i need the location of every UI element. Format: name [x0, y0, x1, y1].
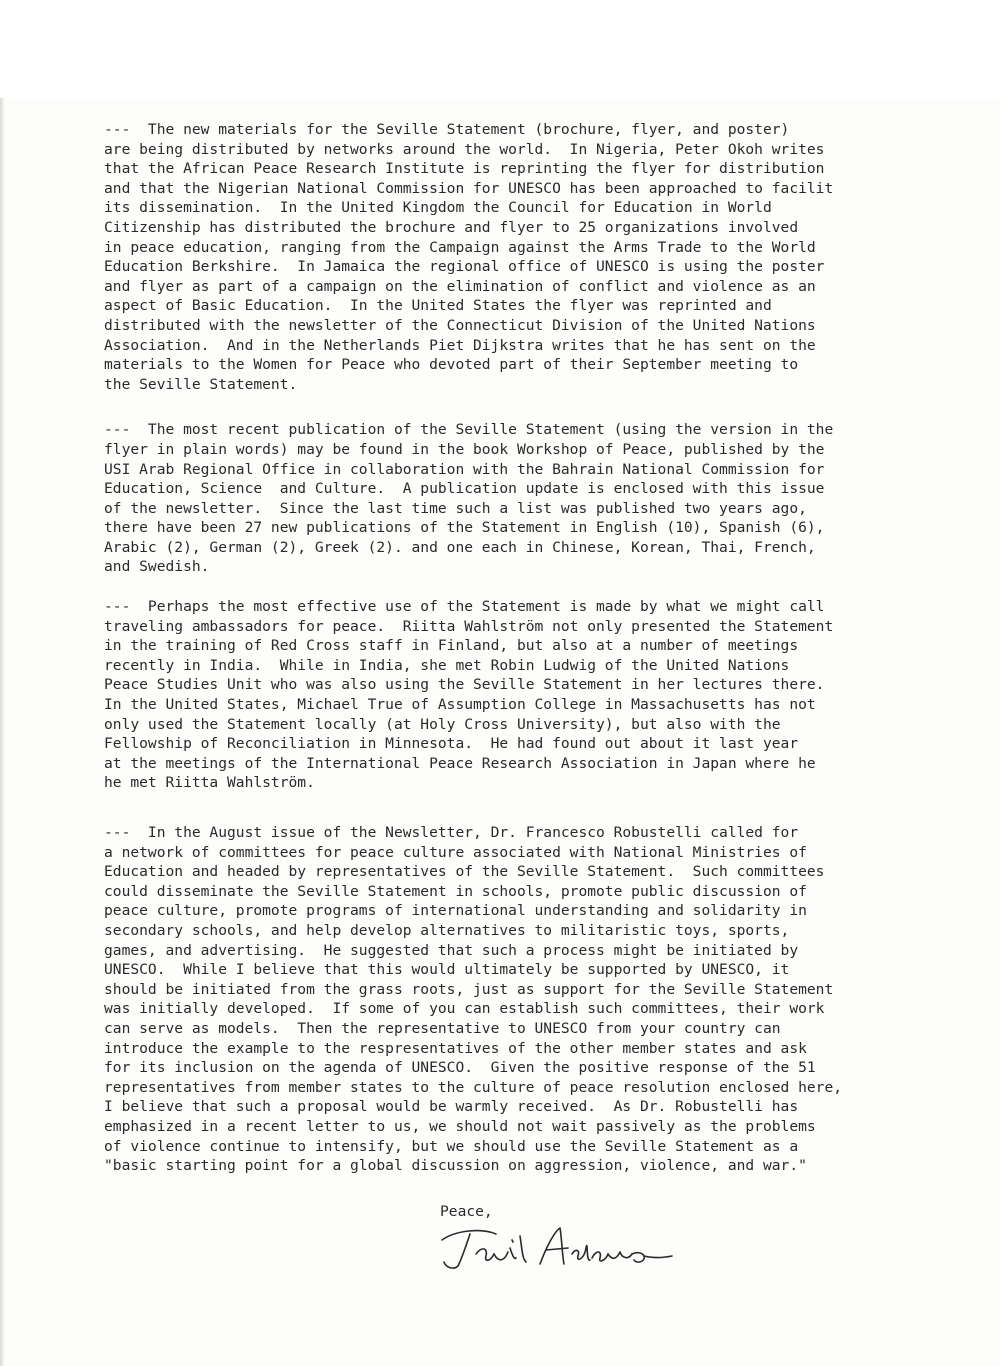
paragraph-recent-publication: --- The most recent publication of the Seville Statement (using the version in the flyer in plain words) may be found in the book Workshop of Peace, published by the USI Arab Regional Office in collaboration with the Bahrain National Commission for Education, Science and Culture. A publication update is enclosed with this issue of the newsletter. Since the last time such a list was published two years ago, there have been 27 new publications of the Statement in English (10), Spanish (6), Arabic (2), German (2), Greek (2). and one each in Chinese, Korean, Thai, French, and Swedish.: [104, 421, 834, 576]
closing-salutation: Peace,: [440, 1203, 493, 1220]
scan-left-edge-shadow: [0, 98, 5, 1366]
paragraph-spacer: [104, 577, 944, 597]
scan-top-margin: [0, 0, 1000, 98]
paragraph-spacer: [104, 793, 944, 823]
paragraph-committees: --- In the August issue of the Newsletter, Dr. Francesco Robustelli called for a network of committees for peace culture associated with National Ministries of Education and headed by representatives of the Seville Statement. Such committees could disseminate the Seville Statement in schools, promote public discussion of peace culture, promote programs of international understanding and solidarity in secondary schools, and help develop alternatives to militaristic toys, sports, games, and advertising. He suggested that such a process might be initiated by UNESCO. While I believe that this would ultimately be supported by UNESCO, it should be initiated from the grass roots, just as support for the Seville Statement was initially developed. If some of you can establish such committees, their work can serve as models. Then the representative to UNESCO from your country can introduce the example to the respresentatives of the other member states and ask for its inclusion on the agenda of UNESCO. Given the positive response of the 51 representatives from member states to the culture of peace resolution enclosed here, I believe that such a proposal would be warmly received. As Dr. Robustelli has emphasized in a recent letter to us, we should not wait passively as the problems of violence continue to intensify, but we should use the Seville Statement as a "basic starting point for a global discussion on aggression, violence, and war.": [104, 824, 843, 1175]
paragraph-seville-materials: --- The new materials for the Seville Statement (brochure, flyer, and poster) are being distributed by networks around the world. In Nigeria, Peter Okoh writes that the African Peace Research Institute is reprinting the flyer for distribution and that the Nigerian National Commission for UNESCO has been approached to facilit its dissemination. In the United Kingdom the Council for Education in World Citizenship has distributed the brochure and flyer to 25 organizations involved in peace education, ranging from the Campaign against the Arms Trade to the World Education Berkshire. In Jamaica the regional office of UNESCO is using the poster and flyer as part of a campaign on the elimination of conflict and violence as an aspect of Basic Education. In the United States the flyer was reprinted and distributed with the newsletter of the Connecticut Division of the United Nations Association. And in the Netherlands Piet Dijkstra writes that he has sent on the materials to the Women for Peace who devoted part of their September meeting to the Seville Statement.: [104, 121, 834, 393]
paragraph-spacer: [104, 394, 944, 420]
letter-body: [104, 120, 944, 1176]
signature-icon: [436, 1218, 676, 1278]
paragraph-ambassadors: --- Perhaps the most effective use of the Statement is made by what we might call traveling ambassadors for peace. Riitta Wahlström not only presented the Statement in the training of Red Cross staff in Finland, but also at a number of meetings recently in India. While in India, she met Robin Ludwig of the United Nations Peace Studies Unit who was also using the Seville Statement in her lectures there. In the United States, Michael True of Assumption College in Massachusetts has not only used the Statement locally (at Holy Cross University), but also with the Fellowship of Reconciliation in Minnesota. He had found out about it last year at the meetings of the International Peace Research Association in Japan where he he met Riitta Wahlström.: [104, 598, 834, 792]
